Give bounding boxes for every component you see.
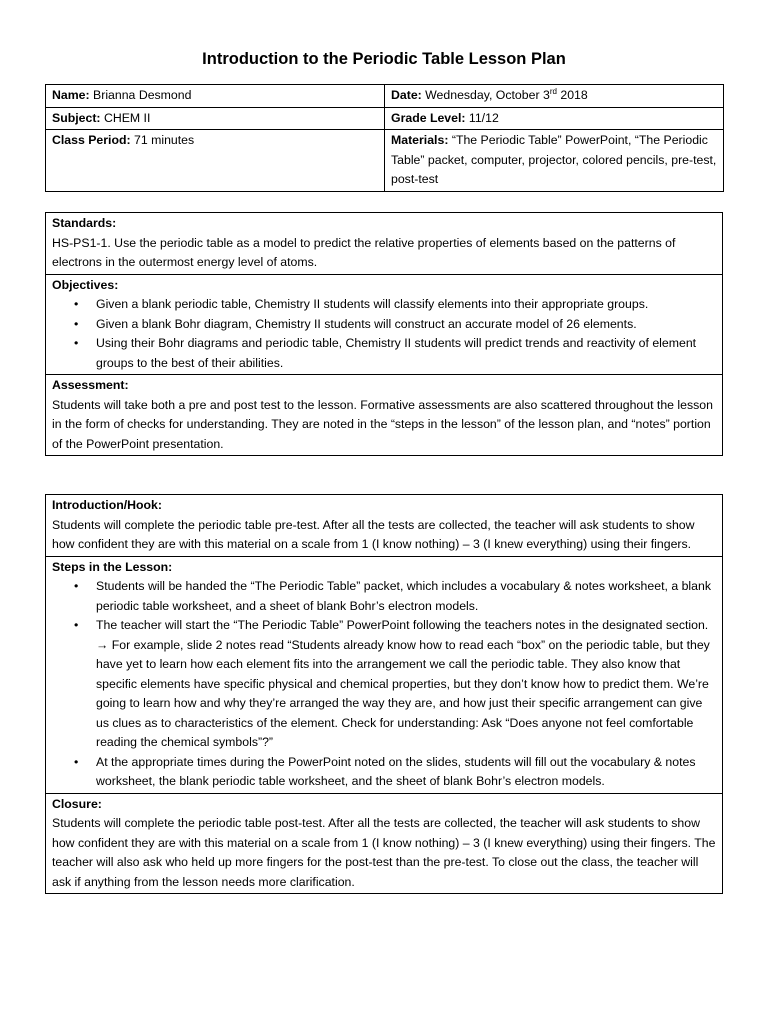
grade-value: 11/12 bbox=[468, 110, 499, 125]
info-row bbox=[46, 107, 724, 130]
example-note: → For example, slide 2 notes read “Students already know how to read each “box” on the periodic table, but they have yet to learn how each element fits into the arrangement we call the periodic table. They also know that specific elements have specific physical and chemical properties, but they don’t know how to predict them. We’re going to learn how and why they’re arranged the way they are, and how just their specific arrangement can give us clues as to characteristics of the element. Check for understanding: Ask “Does anyone not feel comfortable reading the chemical symbols”?” bbox=[96, 637, 710, 749]
period-cell bbox=[46, 130, 385, 192]
date-label: Date: bbox=[391, 88, 422, 102]
document-title: Introduction to the Periodic Table Lesson Plan bbox=[202, 50, 566, 68]
list-item: • Given a blank periodic table, Chemistry II students will classify elements into their appropriate groups. bbox=[96, 295, 716, 315]
materials-cell bbox=[385, 130, 724, 192]
objectives-list bbox=[52, 295, 716, 373]
name-cell bbox=[46, 85, 385, 108]
subject-cell bbox=[46, 107, 385, 130]
name-value: Brianna Desmond bbox=[93, 88, 192, 102]
standards-row bbox=[46, 213, 723, 275]
list-item: • Given a blank Bohr diagram, Chemistry II students will construct an accurate model of 26 elements. bbox=[96, 315, 716, 335]
subject-value: CHEM II bbox=[103, 110, 151, 125]
info-table bbox=[45, 84, 724, 192]
procedure-table bbox=[45, 494, 723, 894]
date-cell bbox=[385, 85, 724, 108]
objectives-row bbox=[46, 274, 723, 375]
introduction-cell bbox=[46, 495, 723, 557]
closure-cell bbox=[46, 793, 723, 894]
standards-text: HS-PS1-1. Use the periodic table as a model to predict the relative properties of elements based on the patterns of electrons in the outermost energy level of atoms. bbox=[52, 235, 676, 269]
introduction-heading: Introduction/Hook: bbox=[52, 498, 162, 512]
closure-heading: Closure: bbox=[52, 796, 102, 811]
list-item-text: The teacher will start the “The Periodic Table” PowerPoint following the teachers notes in the designated section. bbox=[96, 618, 709, 632]
period-label: Class Period: bbox=[52, 133, 131, 147]
introduction-row bbox=[46, 495, 723, 557]
materials-label: Materials: bbox=[391, 133, 449, 147]
goals-table bbox=[45, 212, 723, 456]
list-item: • At the appropriate times during the PowerPoint noted on the slides, students will fill out the vocabulary & notes worksheet, the blank periodic table worksheet, and the sheet of blank Bohr’s electron models. bbox=[96, 753, 716, 792]
grade-cell bbox=[385, 107, 724, 130]
objectives-heading: Objectives: bbox=[52, 277, 119, 292]
period-value: 71 minutes bbox=[134, 133, 195, 147]
closure-row bbox=[46, 793, 723, 894]
name-label: Name: bbox=[52, 88, 90, 102]
introduction-text: Students will complete the periodic table pre-test. After all the tests are collected, the teacher will ask students to show how confident they are with this material on a scale from 1 (I know nothing) – 3 (I knew everything) using their fingers. bbox=[52, 517, 695, 551]
steps-row bbox=[46, 556, 723, 793]
info-row bbox=[46, 85, 724, 108]
standards-heading: Standards: bbox=[52, 216, 117, 230]
list-item: • Using their Bohr diagrams and periodic table, Chemistry II students will predict trends and reactivity of element groups to the best of their abilities. bbox=[96, 334, 716, 373]
assessment-cell bbox=[46, 375, 723, 456]
list-item bbox=[96, 616, 716, 753]
steps-cell bbox=[46, 556, 723, 793]
date-value: Wednesday, October 3rd 2018 bbox=[425, 86, 588, 102]
steps-list bbox=[52, 577, 716, 792]
list-item: • Students will be handed the “The Periodic Table” packet, which includes a vocabulary & notes worksheet, a blank periodic table worksheet, and a sheet of blank Bohr’s electron models. bbox=[96, 577, 716, 616]
objectives-cell bbox=[46, 274, 723, 375]
steps-heading: Steps in the Lesson: bbox=[52, 559, 173, 574]
info-row bbox=[46, 130, 724, 192]
assessment-text: Students will take both a pre and post test to the lesson. Formative assessments are also scattered throughout the lesson in the form of checks for understanding. They are noted in the “steps in the lesson” of the lesson plan, and “notes” portion of the PowerPoint presentation. bbox=[52, 397, 713, 451]
assessment-row bbox=[46, 375, 723, 456]
standards-cell bbox=[46, 213, 723, 275]
materials-value: “The Periodic Table” PowerPoint, “The Periodic Table” packet, computer, projector, colored pencils, pre-test, post-test bbox=[391, 133, 717, 186]
closure-text: Students will complete the periodic table post-test. After all the tests are collected, the teacher will ask students to show how confident they are with this material on a scale from 1 (I know nothing) – 3 (I knew everything) using their fingers. The teacher will also ask who held up more fingers for the post-test than the pre-test. To close out the class, the teacher will ask if anything from the lesson needs more clarification. bbox=[52, 816, 716, 889]
grade-label: Grade Level: bbox=[391, 110, 466, 125]
assessment-heading: Assessment: bbox=[52, 378, 129, 392]
subject-label: Subject: bbox=[52, 110, 101, 125]
